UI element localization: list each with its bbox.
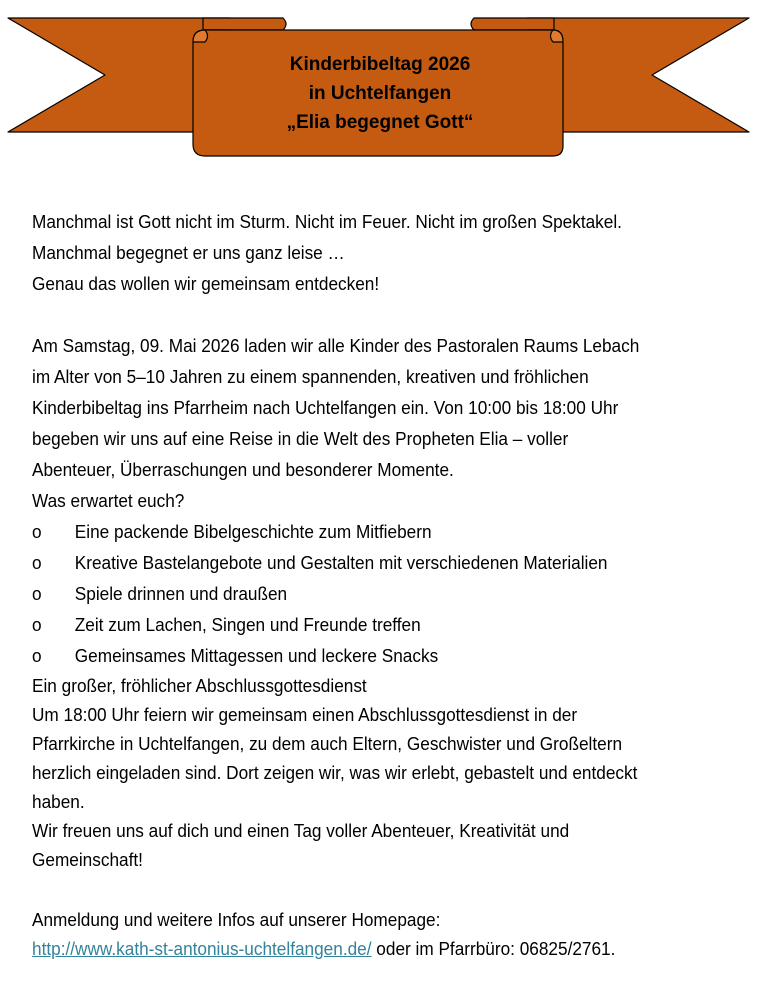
service-heading: Ein großer, fröhlicher Abschlussgottesdienst	[32, 675, 367, 696]
bullet-marker: o	[32, 552, 42, 573]
invitation-line-5: Abenteuer, Überraschungen und besonderer Momente.	[32, 459, 454, 480]
service-line-2: Pfarrkirche in Uchtelfangen, zu dem auch Eltern, Geschwister und Großeltern	[32, 733, 623, 754]
registration-contact	[32, 934, 748, 963]
homepage-link[interactable]: http://www.kath-st-antonius-uchtelfangen.de/	[32, 938, 372, 959]
list-item	[32, 609, 748, 640]
bullet-marker: o	[32, 614, 42, 635]
bullet-marker: o	[32, 645, 42, 666]
banner-title-line-3: „Elia begegnet Gott“	[286, 112, 474, 133]
banner-title-line-2: in Uchtelfangen	[308, 83, 452, 104]
service-line-3: herzlich eingeladen sind. Dort zeigen wir, was wir erlebt, gebastelt und entdeckt	[32, 762, 638, 783]
intro-line-2: Manchmal begegnet er uns ganz leise …	[32, 242, 345, 263]
list-item-text: Spiele drinnen und draußen	[74, 583, 288, 604]
list-item	[32, 547, 748, 578]
invitation-line-2: im Alter von 5–10 Jahren zu einem spannenden, kreativen und fröhlichen	[32, 366, 589, 387]
invitation-line-1: Am Samstag, 09. Mai 2026 laden wir alle Kinder des Pastoralen Raums Lebach	[32, 335, 640, 356]
registration-line: Anmeldung und weitere Infos auf unserer Homepage:	[32, 909, 441, 930]
service-line-4: haben.	[32, 791, 85, 812]
paragraph-gap	[32, 299, 748, 330]
invitation-line-4: begeben wir uns auf eine Reise in die Welt des Propheten Elia – voller	[32, 428, 569, 449]
expect-heading: Was erwartet euch?	[32, 490, 185, 511]
list-item	[32, 578, 748, 609]
list-item	[32, 640, 748, 671]
list-item-text: Zeit zum Lachen, Singen und Freunde treffen	[74, 614, 421, 635]
closing-line-1: Wir freuen uns auf dich und einen Tag voller Abenteuer, Kreativität und	[32, 820, 570, 841]
flyer-body	[32, 206, 748, 963]
office-phone-text: oder im Pfarrbüro: 06825/2761.	[371, 938, 616, 959]
list-item	[32, 516, 748, 547]
list-item-text: Kreative Bastelangebote und Gestalten mit verschiedenen Materialien	[74, 552, 608, 573]
list-item-text: Eine packende Bibelgeschichte zum Mitfiebern	[74, 521, 432, 542]
ribbon-right-fold	[471, 18, 554, 30]
intro-line-1: Manchmal ist Gott nicht im Sturm. Nicht im Feuer. Nicht im großen Spektakel.	[32, 211, 622, 232]
list-item-text: Gemeinsames Mittagessen und leckere Snacks	[74, 645, 439, 666]
bullet-marker: o	[32, 521, 42, 542]
banner-title-line-1: Kinderbibeltag 2026	[289, 54, 471, 75]
intro-line-3: Genau das wollen wir gemeinsam entdecken!	[32, 273, 380, 294]
closing-line-2: Gemeinschaft!	[32, 849, 143, 870]
ribbon-left-fold	[203, 18, 286, 30]
paragraph-gap	[32, 874, 748, 905]
bullet-marker: o	[32, 583, 42, 604]
banner-title	[200, 50, 560, 137]
service-line-1: Um 18:00 Uhr feiern wir gemeinsam einen Abschlussgottesdienst in der	[32, 704, 578, 725]
invitation-line-3: Kinderbibeltag ins Pfarrheim nach Uchtelfangen ein. Von 10:00 bis 18:00 Uhr	[32, 397, 619, 418]
